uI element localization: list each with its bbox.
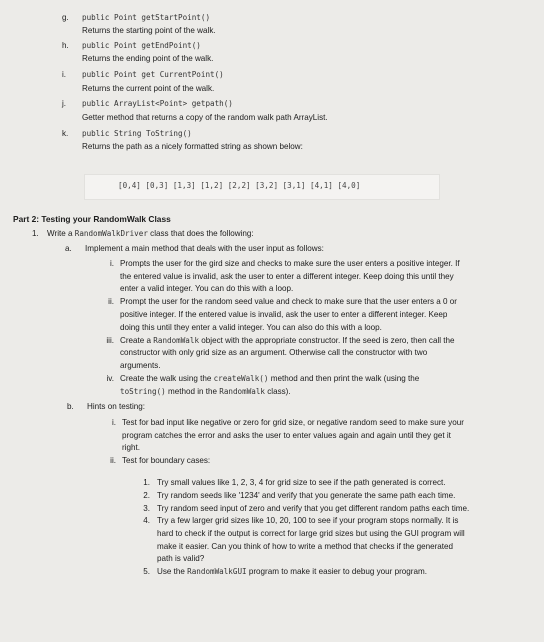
item-a-sub-line bbox=[120, 323, 382, 333]
inline-code: RandomWalk bbox=[219, 386, 265, 396]
text-run: path is valid? bbox=[157, 554, 205, 564]
method-h-marker: h. bbox=[62, 41, 69, 50]
boundary-case-marker: 2. bbox=[143, 490, 150, 500]
text-run: Prompts the user for the gird size and checks to make sure the user enters a positive integer. If bbox=[120, 259, 460, 268]
item-b-marker: b. bbox=[67, 402, 74, 411]
text-run: Prompt the user for the random seed value and check to make sure that the user enters a 0 or bbox=[120, 297, 457, 307]
text-run: make it easier. Can you think of how to write a method that checks if the generated bbox=[157, 541, 454, 551]
item-a-sub-line bbox=[120, 387, 291, 397]
inline-code: toString() bbox=[120, 386, 166, 396]
item-a-sub-line bbox=[120, 336, 455, 346]
method-k-signature: public String ToString() bbox=[82, 129, 192, 138]
method-g-signature: public Point getStartPoint() bbox=[82, 13, 211, 22]
item-a-sub-marker: iii. bbox=[106, 335, 114, 345]
item-b-sub-line bbox=[122, 443, 140, 453]
text-run: Try small values like 1, 2, 3, 4 for grid size to see if the path generated is correct. bbox=[157, 478, 446, 487]
boundary-case-line bbox=[157, 478, 446, 488]
item-a-marker: a. bbox=[65, 244, 72, 253]
item-b-sub-line bbox=[122, 418, 464, 428]
text-run: class). bbox=[264, 386, 291, 396]
text-run: method in the bbox=[165, 386, 220, 396]
text-run: arguments. bbox=[120, 360, 161, 370]
method-i-marker: i. bbox=[62, 70, 67, 79]
text-run: Create the walk using the bbox=[120, 373, 214, 383]
item-a-sub-line bbox=[120, 310, 447, 320]
boundary-case-line bbox=[157, 504, 469, 514]
example-output-text: [0,4] [0,3] [1,3] [1,2] [2,2] [3,2] [3,1] [4,1] [4,0] bbox=[118, 181, 361, 190]
text-run: program to make it easier to debug your program. bbox=[246, 567, 427, 576]
method-i-signature: public Point get CurrentPoint() bbox=[82, 70, 224, 79]
boundary-case-marker: 4. bbox=[143, 516, 150, 526]
item-a-text: Implement a main method that deals with the user input as follows: bbox=[85, 244, 324, 253]
item-b-sub-line bbox=[122, 456, 210, 466]
text-run: object with the appropriate constructor. If the seed is zero, then call the bbox=[199, 335, 455, 345]
boundary-case-line bbox=[157, 529, 465, 539]
method-j-marker: j. bbox=[62, 99, 67, 108]
text-run: enter a valid integer. You can do this with a loop. bbox=[120, 284, 294, 294]
item-a-sub-marker: ii. bbox=[108, 297, 114, 307]
boundary-case-line bbox=[157, 567, 427, 577]
item-b-text: Hints on testing: bbox=[87, 402, 146, 411]
item-a-sub-marker: i. bbox=[109, 259, 114, 268]
method-h-desc: Returns the ending point of the walk. bbox=[82, 54, 214, 63]
inline-code: RandomWalk bbox=[153, 335, 200, 345]
item1-code: RandomWalkDriver bbox=[74, 229, 148, 238]
boundary-case-line bbox=[157, 491, 455, 501]
item-b-sub-marker: ii. bbox=[110, 456, 116, 466]
text-run: program catches the error and asks the user to enter values again and again until they get it bbox=[122, 430, 451, 440]
item-a-sub-marker: iv. bbox=[106, 373, 114, 383]
item-b-sub-marker: i. bbox=[111, 418, 116, 427]
item-a-sub-line bbox=[120, 272, 454, 282]
item-a-sub-line bbox=[120, 259, 460, 269]
item-a-sub-line bbox=[120, 297, 457, 307]
text-run: Try random seed input of zero and verify that you get different random paths each time. bbox=[157, 503, 470, 513]
method-k-desc: Returns the path as a nicely formatted string as shown below: bbox=[82, 142, 303, 151]
text-run: positive integer. If the entered value is invalid, ask the user to enter a different integer. Keep bbox=[120, 309, 448, 319]
text-run: Test for boundary cases: bbox=[122, 456, 211, 466]
text-run: right. bbox=[122, 443, 140, 453]
method-i-desc: Returns the current point of the walk. bbox=[82, 84, 215, 93]
text-run: constructor with only grid size as an argument. Otherwise call the constructor with two bbox=[120, 348, 428, 358]
boundary-case-marker: 5. bbox=[143, 567, 150, 576]
method-g-marker: g. bbox=[62, 13, 69, 22]
text-run: Use the bbox=[157, 567, 188, 576]
text-run: method and then print the walk (using the bbox=[268, 373, 420, 383]
boundary-case-line bbox=[157, 516, 458, 526]
text-run: Create a bbox=[120, 335, 154, 345]
item-a-sub-line bbox=[120, 361, 161, 371]
method-j-desc: Getter method that returns a copy of the random walk path ArrayList. bbox=[82, 113, 328, 122]
text-run: Test for bad input like negative or zero for grid size, or negative random seed to make sure your bbox=[122, 418, 464, 427]
item1-number: 1. bbox=[32, 229, 39, 238]
item-a-sub-line bbox=[120, 284, 293, 294]
item-b-sub-line bbox=[122, 431, 451, 441]
method-k-marker: k. bbox=[62, 129, 69, 138]
item-a-sub-line bbox=[120, 374, 419, 384]
method-h-signature: public Point getEndPoint() bbox=[82, 41, 201, 50]
text-run: doing this until they enter a valid integer. You can also do this with a loop. bbox=[120, 322, 382, 332]
boundary-case-marker: 3. bbox=[143, 503, 150, 513]
item-a-sub-line bbox=[120, 348, 427, 358]
text-run: Try a few larger grid sizes like 10, 20, 100 to see if your program stops normally. It is bbox=[157, 516, 459, 526]
text-run: hard to check if the output is correct for large grid sizes but using the GUI program will bbox=[157, 529, 465, 538]
inline-code: createWalk() bbox=[213, 373, 269, 383]
text-run: the entered value is invalid, ask the user to enter a different integer. Keep doing this until they bbox=[120, 271, 454, 281]
inline-code: RandomWalkGUI bbox=[187, 567, 247, 576]
boundary-case-marker: 1. bbox=[143, 478, 150, 487]
boundary-case-line bbox=[157, 554, 204, 564]
method-g-desc: Returns the starting point of the walk. bbox=[82, 26, 216, 35]
item1-text: Write a RandomWalkDriver class that does the following: bbox=[47, 229, 254, 238]
part2-heading: Part 2: Testing your RandomWalk Class bbox=[13, 214, 171, 224]
text-run: Try random seeds like '1234' and verify that you generate the same path each time. bbox=[157, 490, 456, 500]
boundary-case-line bbox=[157, 542, 453, 552]
method-j-signature: public ArrayList<Point> getpath() bbox=[82, 99, 233, 108]
